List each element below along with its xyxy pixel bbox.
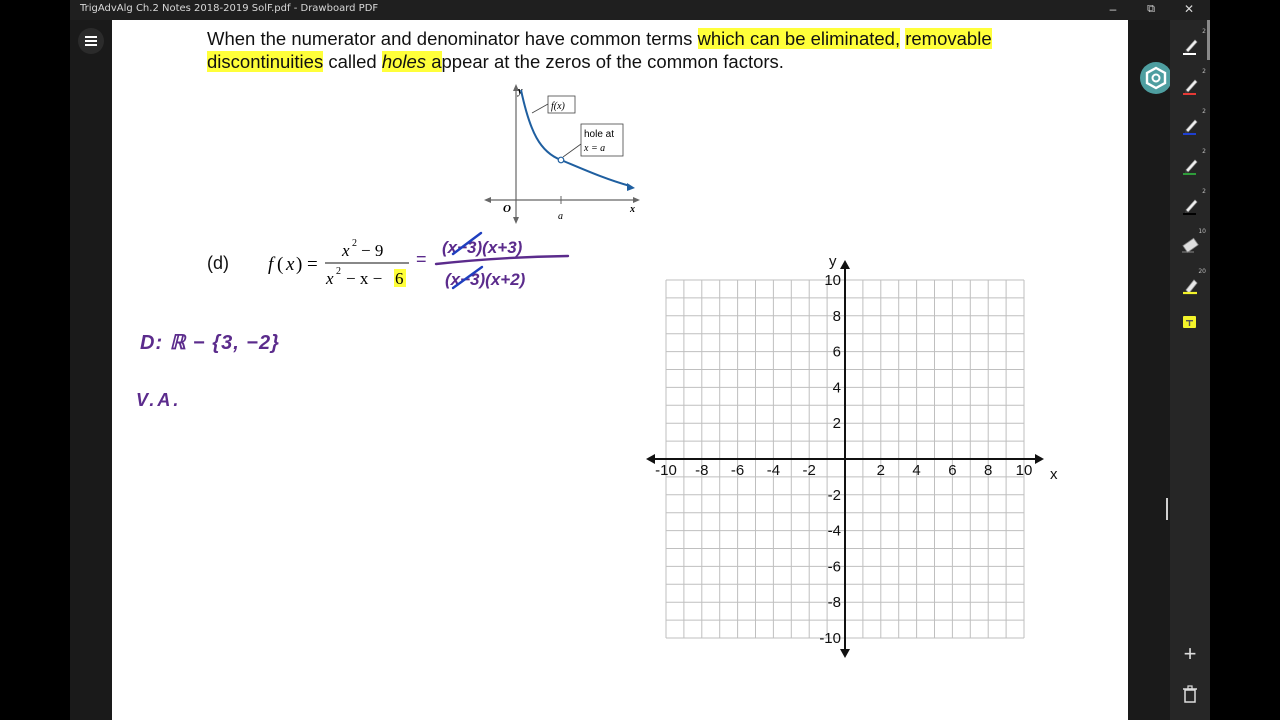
tool-size-label: 2 [1202,28,1206,35]
handwritten-fraction-bar [436,256,568,264]
svg-text:x: x [286,254,295,275]
tool-pen-green-button[interactable] [1178,148,1206,178]
tool-pen-red-button[interactable] [1178,68,1206,98]
sketch-hole-label-1: hole at [584,129,615,140]
handwritten-equals: = [416,249,427,269]
handwritten-numerator: (x−3)(x+3) [442,238,523,257]
svg-text:=: = [307,254,318,275]
minimize-button[interactable]: – [1109,2,1117,16]
svg-text:− 9: − 9 [361,241,384,260]
svg-text:x: x [342,241,350,260]
sketch-origin-label: O [503,203,511,215]
eraser-icon [1178,232,1204,258]
right-margin [1210,0,1280,720]
delete-tool-button[interactable] [1181,684,1199,704]
y-axis-up-arrow-icon [840,260,850,269]
left-margin [0,0,70,720]
tool-size-label: 2 [1202,108,1206,115]
tool-size-label: 2 [1202,68,1206,75]
pdf-page [112,20,1128,720]
add-tool-button[interactable]: + [1183,641,1197,666]
sketch-x-arrow-icon [633,197,640,203]
svg-text:x: x [326,269,334,288]
hole-sketch-graph [480,82,650,232]
right-gutter [1128,20,1170,720]
annotation-toolbar [1170,20,1210,720]
handwritten-factorization [410,230,580,300]
handwritten-denominator: (x−3)(x+2) [445,270,526,289]
y-tick-label: 10 [824,272,841,289]
intro-paragraph [207,27,1107,73]
svg-text:f: f [268,254,274,275]
y-axis-down-arrow-icon [840,649,850,658]
y-tick-label: 8 [832,307,841,325]
hamburger-menu-button[interactable] [78,28,104,54]
sketch-curve-arrow-icon [627,183,635,191]
rational-function [262,232,432,302]
x-tick-label: -2 [802,462,816,479]
coordinate-grid [632,246,1062,666]
pen-icon [1178,192,1204,218]
y-tick-label: -2 [827,486,841,504]
tool-highlighter-button[interactable] [1178,268,1206,298]
pen-icon [1178,72,1204,98]
sketch-y-arrow-down-icon [513,217,519,224]
sticky-note-icon [1183,317,1196,329]
intro-text-1: When the numerator and denominator have common terms [207,28,698,49]
sketch-hole-label-2: x = a [584,143,606,154]
highlight-3: holes a [381,51,442,72]
svg-text:): ) [296,254,303,275]
x-tick-label: 6 [948,462,957,479]
scroll-indicator[interactable] [1166,498,1168,520]
highlight-1: which can be eliminated, [697,28,901,49]
maximize-button[interactable]: ⧉ [1147,3,1155,15]
svg-text:(: ( [277,254,284,275]
settings-hex-button[interactable] [1140,62,1172,94]
toolbar-scroll-thumb[interactable] [1207,20,1210,60]
hexagon-icon [1140,62,1172,94]
tool-size-label: 20 [1198,268,1206,275]
x-tick-label: -10 [655,462,677,479]
intro-text-3: ppear at the zeros of the common factors. [441,51,784,72]
sketch-a-label: a [558,211,563,222]
x-tick-label: 2 [876,462,885,479]
highlight-2: removable discontinuities [207,28,992,72]
y-axis-label: y [829,253,837,270]
close-button[interactable]: ✕ [1183,2,1195,16]
x-tick-label: 10 [1015,462,1033,479]
sketch-x-label: x [630,204,635,215]
pen-icon [1178,152,1204,178]
x-axis-label: x [1050,466,1058,483]
y-tick-label: 2 [832,415,841,433]
pen-icon [1178,32,1204,58]
tool-size-label: 2 [1202,148,1206,155]
x-tick-label: -4 [766,462,781,479]
pen-icon [1178,112,1204,138]
highlighter-icon [1178,272,1204,298]
x-tick-label: -8 [695,462,709,479]
x-tick-label: -6 [730,462,745,479]
intro-text-2: called [323,51,382,72]
sketch-y-label: y [518,86,523,97]
y-tick-label: -6 [827,558,841,576]
left-nav [70,20,112,720]
va-note: V.A. [136,390,182,410]
y-tick-label: -10 [819,630,841,647]
x-tick-label: 8 [984,462,993,479]
sketch-x-arrow-left-icon [484,197,491,203]
svg-text:2: 2 [336,266,341,277]
tool-pen-black-button[interactable] [1178,188,1206,218]
window-title: TrigAdvAlg Ch.2 Notes 2018-2019 SolF.pdf - Drawboard PDF [80,3,379,14]
y-tick-label: 4 [832,379,841,397]
x-axis-right-arrow-icon [1035,454,1044,464]
tool-pen-white-button[interactable] [1178,28,1206,58]
tool-eraser-button[interactable] [1178,228,1206,258]
tool-size-label: 2 [1202,188,1206,195]
problem-label: (d) [207,253,229,273]
y-tick-label: -4 [827,522,841,540]
x-tick-label: 4 [912,462,921,479]
sketch-hole-point [558,157,564,163]
svg-text:− x −: − x − [346,269,383,288]
svg-text:2: 2 [352,238,357,249]
title-bar [70,0,1210,20]
trash-icon [1181,684,1199,704]
y-tick-label: -8 [827,594,841,612]
sketch-f-label: f(x) [551,101,565,112]
sticky-note-button[interactable] [1183,316,1196,328]
x-axis-left-arrow-icon [646,454,655,464]
y-tick-label: 6 [832,343,841,361]
tool-size-label: 10 [1198,228,1206,235]
domain-note: D: ℝ − {3, −2} [140,332,280,354]
denominator-six: 6 [395,269,404,288]
tool-pen-blue-button[interactable] [1178,108,1206,138]
